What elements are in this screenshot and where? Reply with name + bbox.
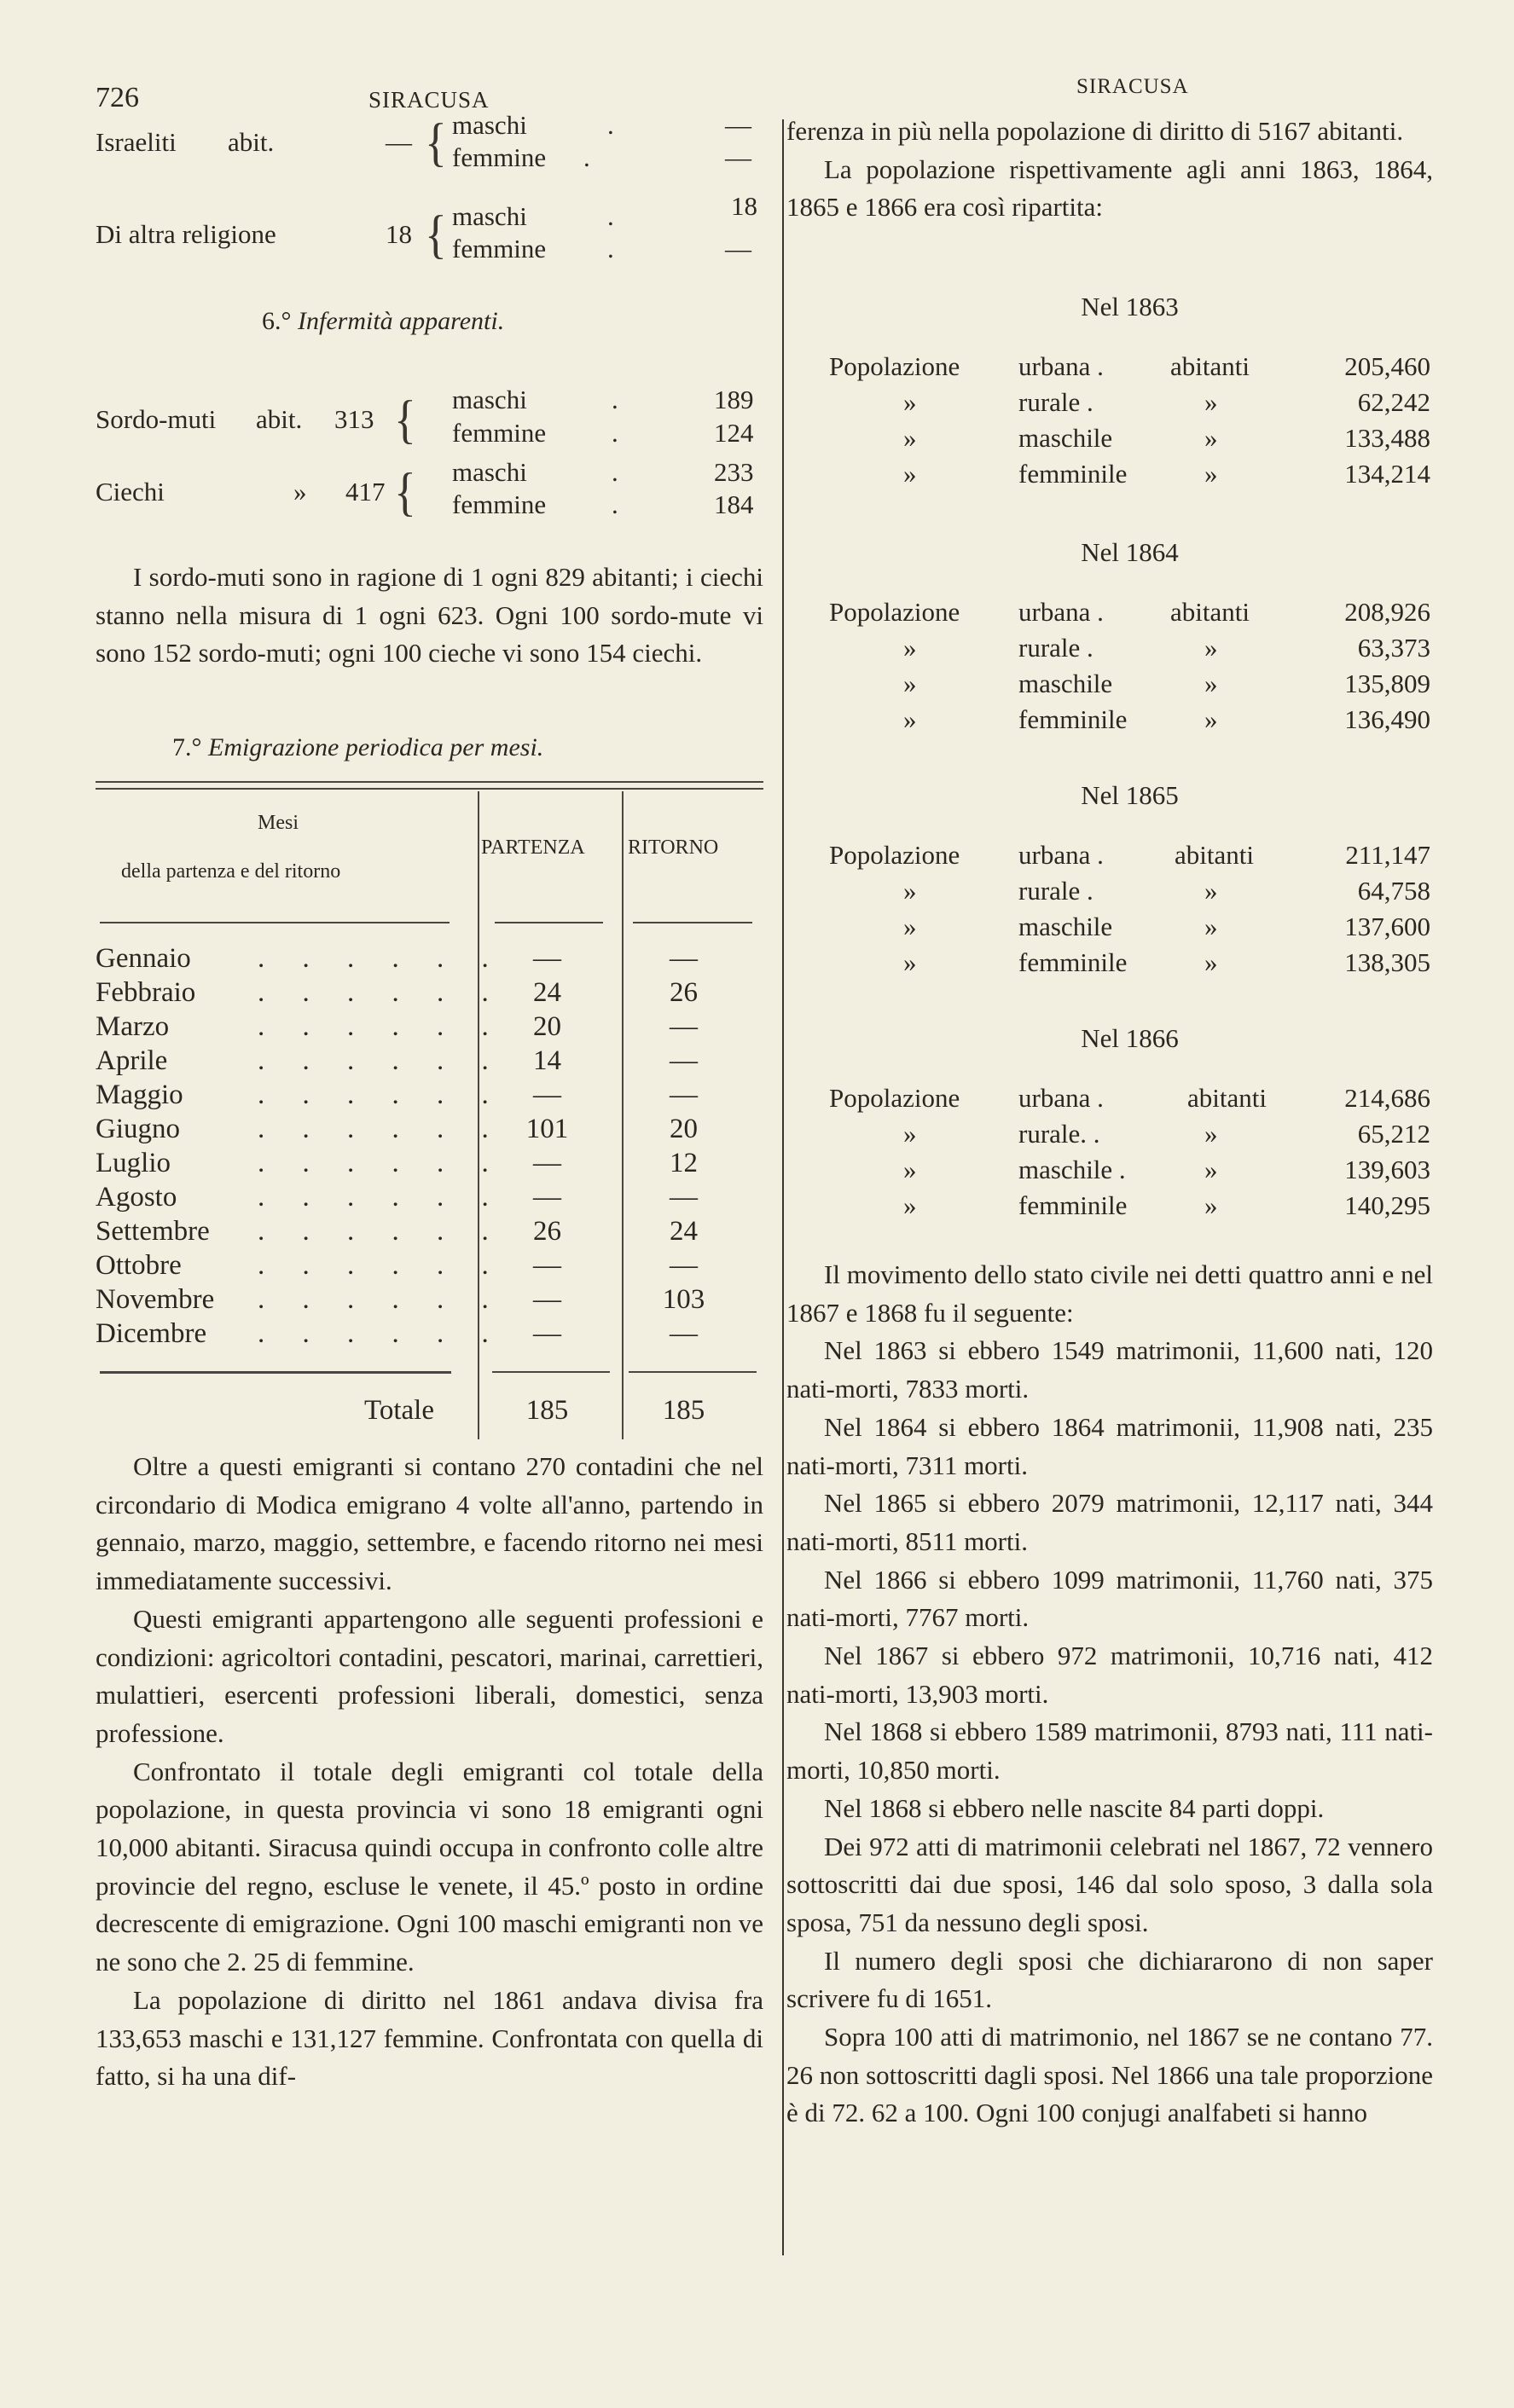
page-number: 726 — [96, 82, 139, 113]
altra-religione-label: Di altra religione — [96, 219, 276, 249]
altra-f-val: — — [725, 234, 751, 263]
sordomuti-label: Sordo-muti — [96, 404, 217, 434]
section-7-heading: 7.° Emigrazione periodica per mesi. — [172, 733, 544, 761]
table-total-row: Totale 185 185 — [364, 1395, 705, 1426]
brace-icon: { — [425, 113, 447, 172]
ciechi-f-val: 184 — [714, 489, 754, 519]
altra-m-val: 18 — [731, 191, 757, 221]
ciechi-unit: » — [293, 477, 307, 506]
header-partenza: PARTENZA — [481, 836, 585, 859]
table-row: Novembre . . . . . . — 103 — [96, 1284, 705, 1315]
table-row: Luglio . . . . . . — 12 — [96, 1148, 698, 1178]
emigration-table — [96, 781, 763, 1442]
sordomuti-m-label: maschi — [452, 385, 527, 414]
table-row: Gennaio . . . . . . — — — [96, 943, 698, 974]
table-row: Settembre . . . . . . 26 24 — [96, 1216, 698, 1247]
civil-movement-text: Il movimento dello stato civile nei detti quattro anni e nel 1867 e 1868 fu il seguente: Nel 1863 si ebbero 1549 matrimonii, 11,600 nati, 120 nati-morti, 7833 morti. Nel 1864 si ebbero 1864 matrimonii, 11,908 nati, 235 nati-morti, 7311 morti. Nel 1865 si ebbero 2079 matrimonii, 12,117 nati, 344 nati-morti, 8511 morti. Nel 1866 si ebbero 1099 matrimonii, 11,760 nati, 375 nati-morti, 7767 morti. Nel 1867 si ebbero 972 matrimonii, 10,716 nati, 412 nati-morti, 13,903 morti. Nel 1868 si ebbero 1589 matrimonii, 8793 nati, 111 nati-morti, 10,850 morti. Nel 1868 si ebbero nelle nascite 84 parti doppi. Dei 972 atti di matrimonii celebrati nel 1867, 72 vennero sottoscritti dai due sposi, 146 dal solo sposo, 3 dalla sola sposa, 751 da nessuno degli sposi. Il numero degli sposi che dichiararono di non saper scrivere fu di 1651. Sopra 100 atti di matrimonio, nel 1867 se ne contano 77. 26 non sottoscritti dagli sposi. Nel 1866 una tale proporzione è di 72. 62 a 100. Ogni 100 conjugi analfabeti si hanno — [786, 1259, 1433, 2128]
ciechi-m-label: maschi — [452, 457, 527, 487]
brace-icon: { — [394, 462, 416, 522]
israeliti-m-label: maschi — [452, 110, 527, 140]
brace-icon: { — [425, 205, 447, 264]
israeliti-total: — — [386, 127, 412, 157]
altra-religione-total: 18 — [386, 219, 412, 249]
sordomuti-f-val: 124 — [714, 418, 754, 448]
ciechi-m-val: 233 — [714, 457, 754, 487]
altra-m-label: maschi — [452, 201, 527, 231]
israeliti-m-val: — — [725, 110, 751, 140]
table-row: Febbraio . . . . . . 24 26 — [96, 977, 698, 1008]
altra-f-label: femmine — [452, 234, 547, 263]
table-row: Ottobre . . . . . . — — — [96, 1250, 698, 1281]
header-months-line1: Mesi — [258, 812, 299, 834]
table-row: Maggio . . . . . . — — — [96, 1080, 698, 1110]
running-head: SIRACUSA — [368, 87, 490, 113]
table-row: Dicembre . . . . . . — — — [96, 1318, 698, 1349]
israeliti-label: Israeliti — [96, 127, 177, 157]
sordomuti-m-val: 189 — [714, 385, 754, 414]
table-row: Giugno . . . . . . 101 20 — [96, 1114, 698, 1144]
israeliti-f-label: femmine — [452, 142, 547, 172]
table-row: Marzo . . . . . . 20 — — [96, 1011, 698, 1042]
left-body-text: Oltre a questi emigranti si contano 270 contadini che nel circondario di Modica emigrano 4 volte all'anno, partendo in gennaio, marzo, maggio, settembre, e facendo ritorno nei mesi immediatamente successivi. Questi emigranti appartengono alle seguenti professioni e condizioni: agricoltori contadini, pescatori, marinai, carrettieri, mulattieri, esercenti professioni liberali, domestici, senza professione. Confrontato il totale degli emigranti col totale della popolazione, in questa provincia vi sono 18 emigranti ogni 10,000 abitanti. Siracusa quindi occupa in confronto colle altre provincie del regno, escluse le venete, il 45.º posto in ordine decrescente di emigrazione. Ogni 100 maschi emigranti non ve ne sono che 2. 25 di femmine. La popolazione di diritto nel 1861 andava divisa fra 133,653 maschi e 131,127 femmine. Confrontata con quella di fatto, si ha una dif- — [96, 1451, 763, 2092]
brace-icon: { — [394, 390, 416, 449]
ciechi-label: Ciechi — [96, 477, 165, 506]
header-months-line2: della partenza e del ritorno — [121, 860, 341, 883]
column-divider — [782, 119, 784, 2255]
table-row: Aprile . . . . . . 14 — — [96, 1045, 698, 1076]
ciechi-f-label: femmine — [452, 489, 547, 519]
infirmity-paragraph: I sordo-muti sono in ragione di 1 ogni 829 abitanti; i ciechi stanno nella misura di 1 ogni 623. Ogni 100 sordo-mute vi sono 152 sordo-muti; ogni 100 cieche vi sono 154 ciechi. — [96, 562, 763, 669]
sordomuti-total: 313 — [334, 404, 374, 434]
israeliti-unit: abit. — [228, 127, 275, 157]
right-intro: ferenza in più nella popolazione di diritto di 5167 abitanti. La popolazione rispettivamente agli anni 1863, 1864, 1865 e 1866 era così ripartita: — [786, 116, 1433, 223]
header-ritorno: RITORNO — [628, 836, 719, 859]
ciechi-total: 417 — [345, 477, 386, 506]
sordomuti-unit: abit. — [256, 404, 303, 434]
israeliti-f-val: — — [725, 142, 751, 172]
sordomuti-f-label: femmine — [452, 418, 547, 448]
section-6-heading: 6.° Infermità apparenti. — [262, 307, 505, 335]
table-row: Agosto . . . . . . — — — [96, 1182, 698, 1213]
running-head: SIRACUSA — [1076, 75, 1189, 98]
